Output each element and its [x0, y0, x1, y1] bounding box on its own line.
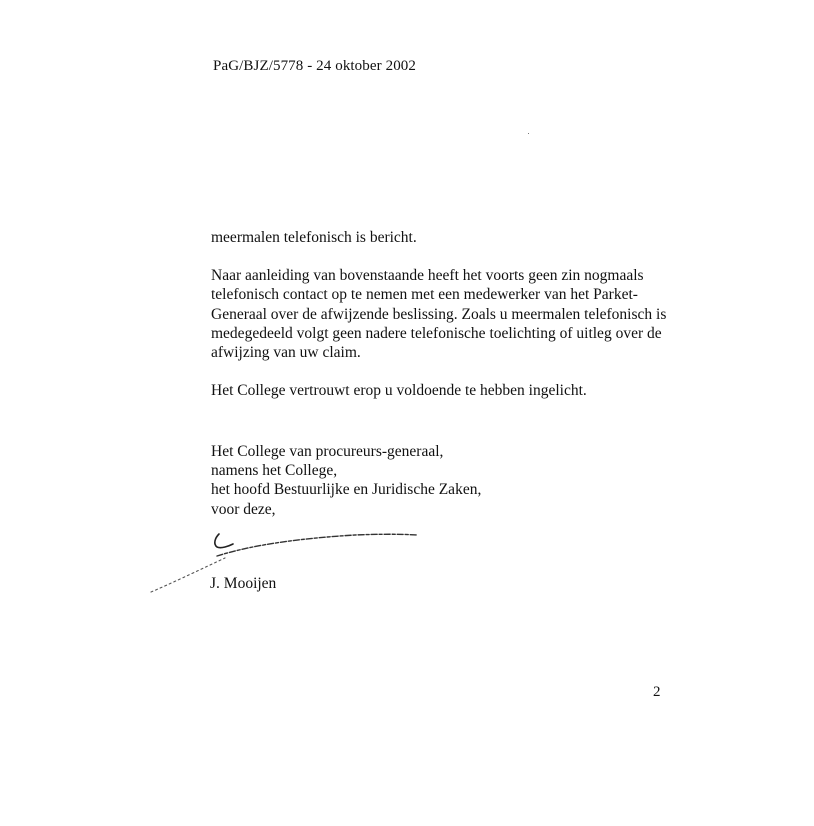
document-reference: PaG/BJZ/5778 - 24 oktober 2002 — [213, 58, 416, 74]
paragraph-1 — [211, 266, 736, 362]
paragraph-1-line: medegedeeld volgt geen nadere telefonische toelichting of uitleg over de — [211, 324, 662, 342]
closing-line-1: Het College van procureurs-generaal, — [211, 443, 444, 460]
handwritten-signature — [145, 526, 425, 596]
closing-line-3: het hoofd Bestuurlijke en Juridische Zaken, — [211, 481, 482, 499]
signer-name: J. Mooijen — [210, 575, 277, 592]
closing-block — [211, 442, 481, 519]
closing-line-4: voor deze, — [211, 500, 276, 518]
closing-line-2: namens het College, — [211, 462, 338, 480]
signature-sweep — [217, 534, 417, 556]
paragraph-2: Het College vertrouwt erop u voldoende te hebben ingelicht. — [211, 382, 587, 400]
signature-hook — [215, 534, 233, 548]
page-number: 2 — [653, 684, 661, 700]
letter-body — [211, 228, 736, 400]
continuation-line: meermalen telefonisch is bericht. — [211, 229, 417, 246]
scan-speck — [528, 133, 529, 134]
paragraph-1-line: telefonisch contact op te nemen met een medewerker van het Parket- — [211, 286, 638, 304]
paragraph-1-line: Naar aanleiding van bovenstaande heeft het voorts geen zin nogmaals — [211, 267, 644, 285]
paragraph-1-line: afwijzing van uw claim. — [211, 344, 361, 362]
paragraph-1-line: Generaal over de afwijzende beslissing. Zoals u meermalen telefonisch is — [211, 305, 667, 323]
